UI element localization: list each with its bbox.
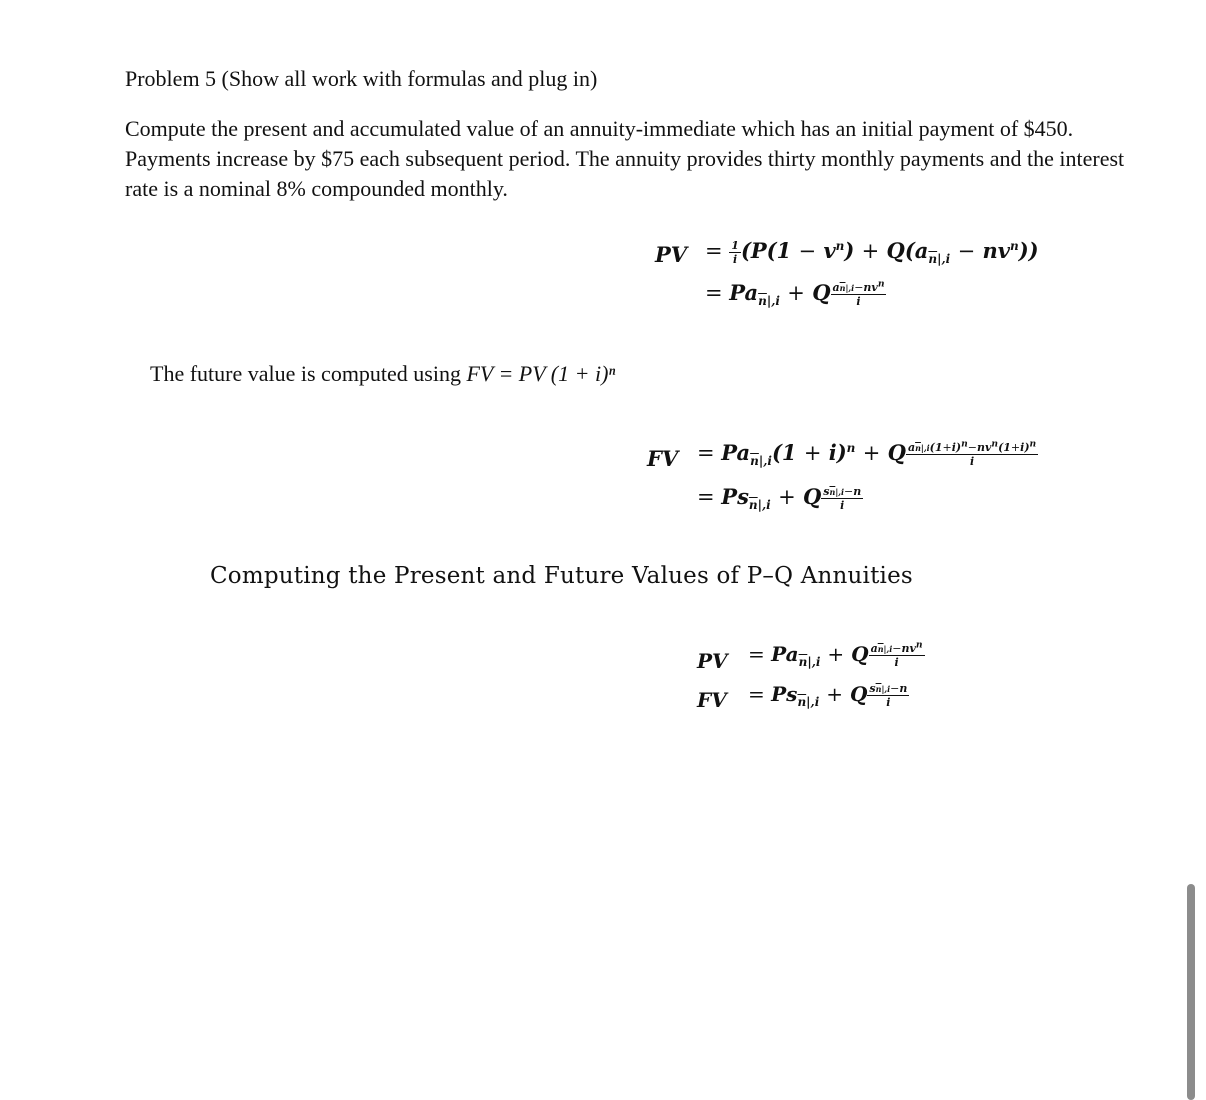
summary-fv-label: FV bbox=[697, 688, 727, 712]
summary-heading: Computing the Present and Future Values of P–Q Annuities bbox=[210, 563, 913, 589]
summary-pv-formula: = $Pa_{\overline{n}|,i} + Q$ $\frac{a\overline{n}|,i-nv^n}{i}$ bbox=[748, 639, 923, 669]
pv-equation-line-2: = $Pa_{\overline{n}|,i} + Q$ $\frac{a\overline{n}|,i-nv^n}{i}$ bbox=[705, 278, 885, 309]
summary-fv-formula: = $Ps_{\overline{n}|,i} + Q$ $\frac{s\overline{n}|,i-n}{i}$ bbox=[748, 682, 908, 709]
vertical-scrollbar[interactable] bbox=[1187, 884, 1195, 1100]
fv-equation-line-2: = $Ps_{\overline{n}|,i} + Q$ $\frac{s\overline{n}|,i-n}{i}$ bbox=[697, 484, 862, 513]
pv-equation-line-1: = $\frac{1}{i}$ $(P(1 - v^n) + Q(a_{\overline{n}|,i} - nv^n))$ bbox=[705, 238, 1039, 267]
future-value-formula: FV = PV (1 + i)ⁿ bbox=[466, 361, 616, 386]
future-value-sentence bbox=[150, 361, 615, 387]
fv-label: FV bbox=[647, 446, 679, 471]
future-value-text: The future value is computed using bbox=[150, 361, 461, 386]
pv-label: PV bbox=[655, 242, 688, 267]
problem-statement: Compute the present and accumulated value of an annuity-immediate which has an initial payment of $450. Payments increase by $75 each subsequent period. The annuity provides thirty monthly payments and the interest rate is a nominal 8% compounded monthly. bbox=[125, 116, 1125, 201]
fv-equation-line-1: = $Pa_{\overline{n}|,i}(1 + i)^n + Q$ $\frac{a\overline{n}|,i(1+i)^n-nv^n(1+i)^n}{i}$ bbox=[697, 438, 1037, 469]
summary-pv-label: PV bbox=[697, 649, 728, 673]
problem-title: Problem 5 (Show all work with formulas and plug in) bbox=[125, 66, 598, 91]
